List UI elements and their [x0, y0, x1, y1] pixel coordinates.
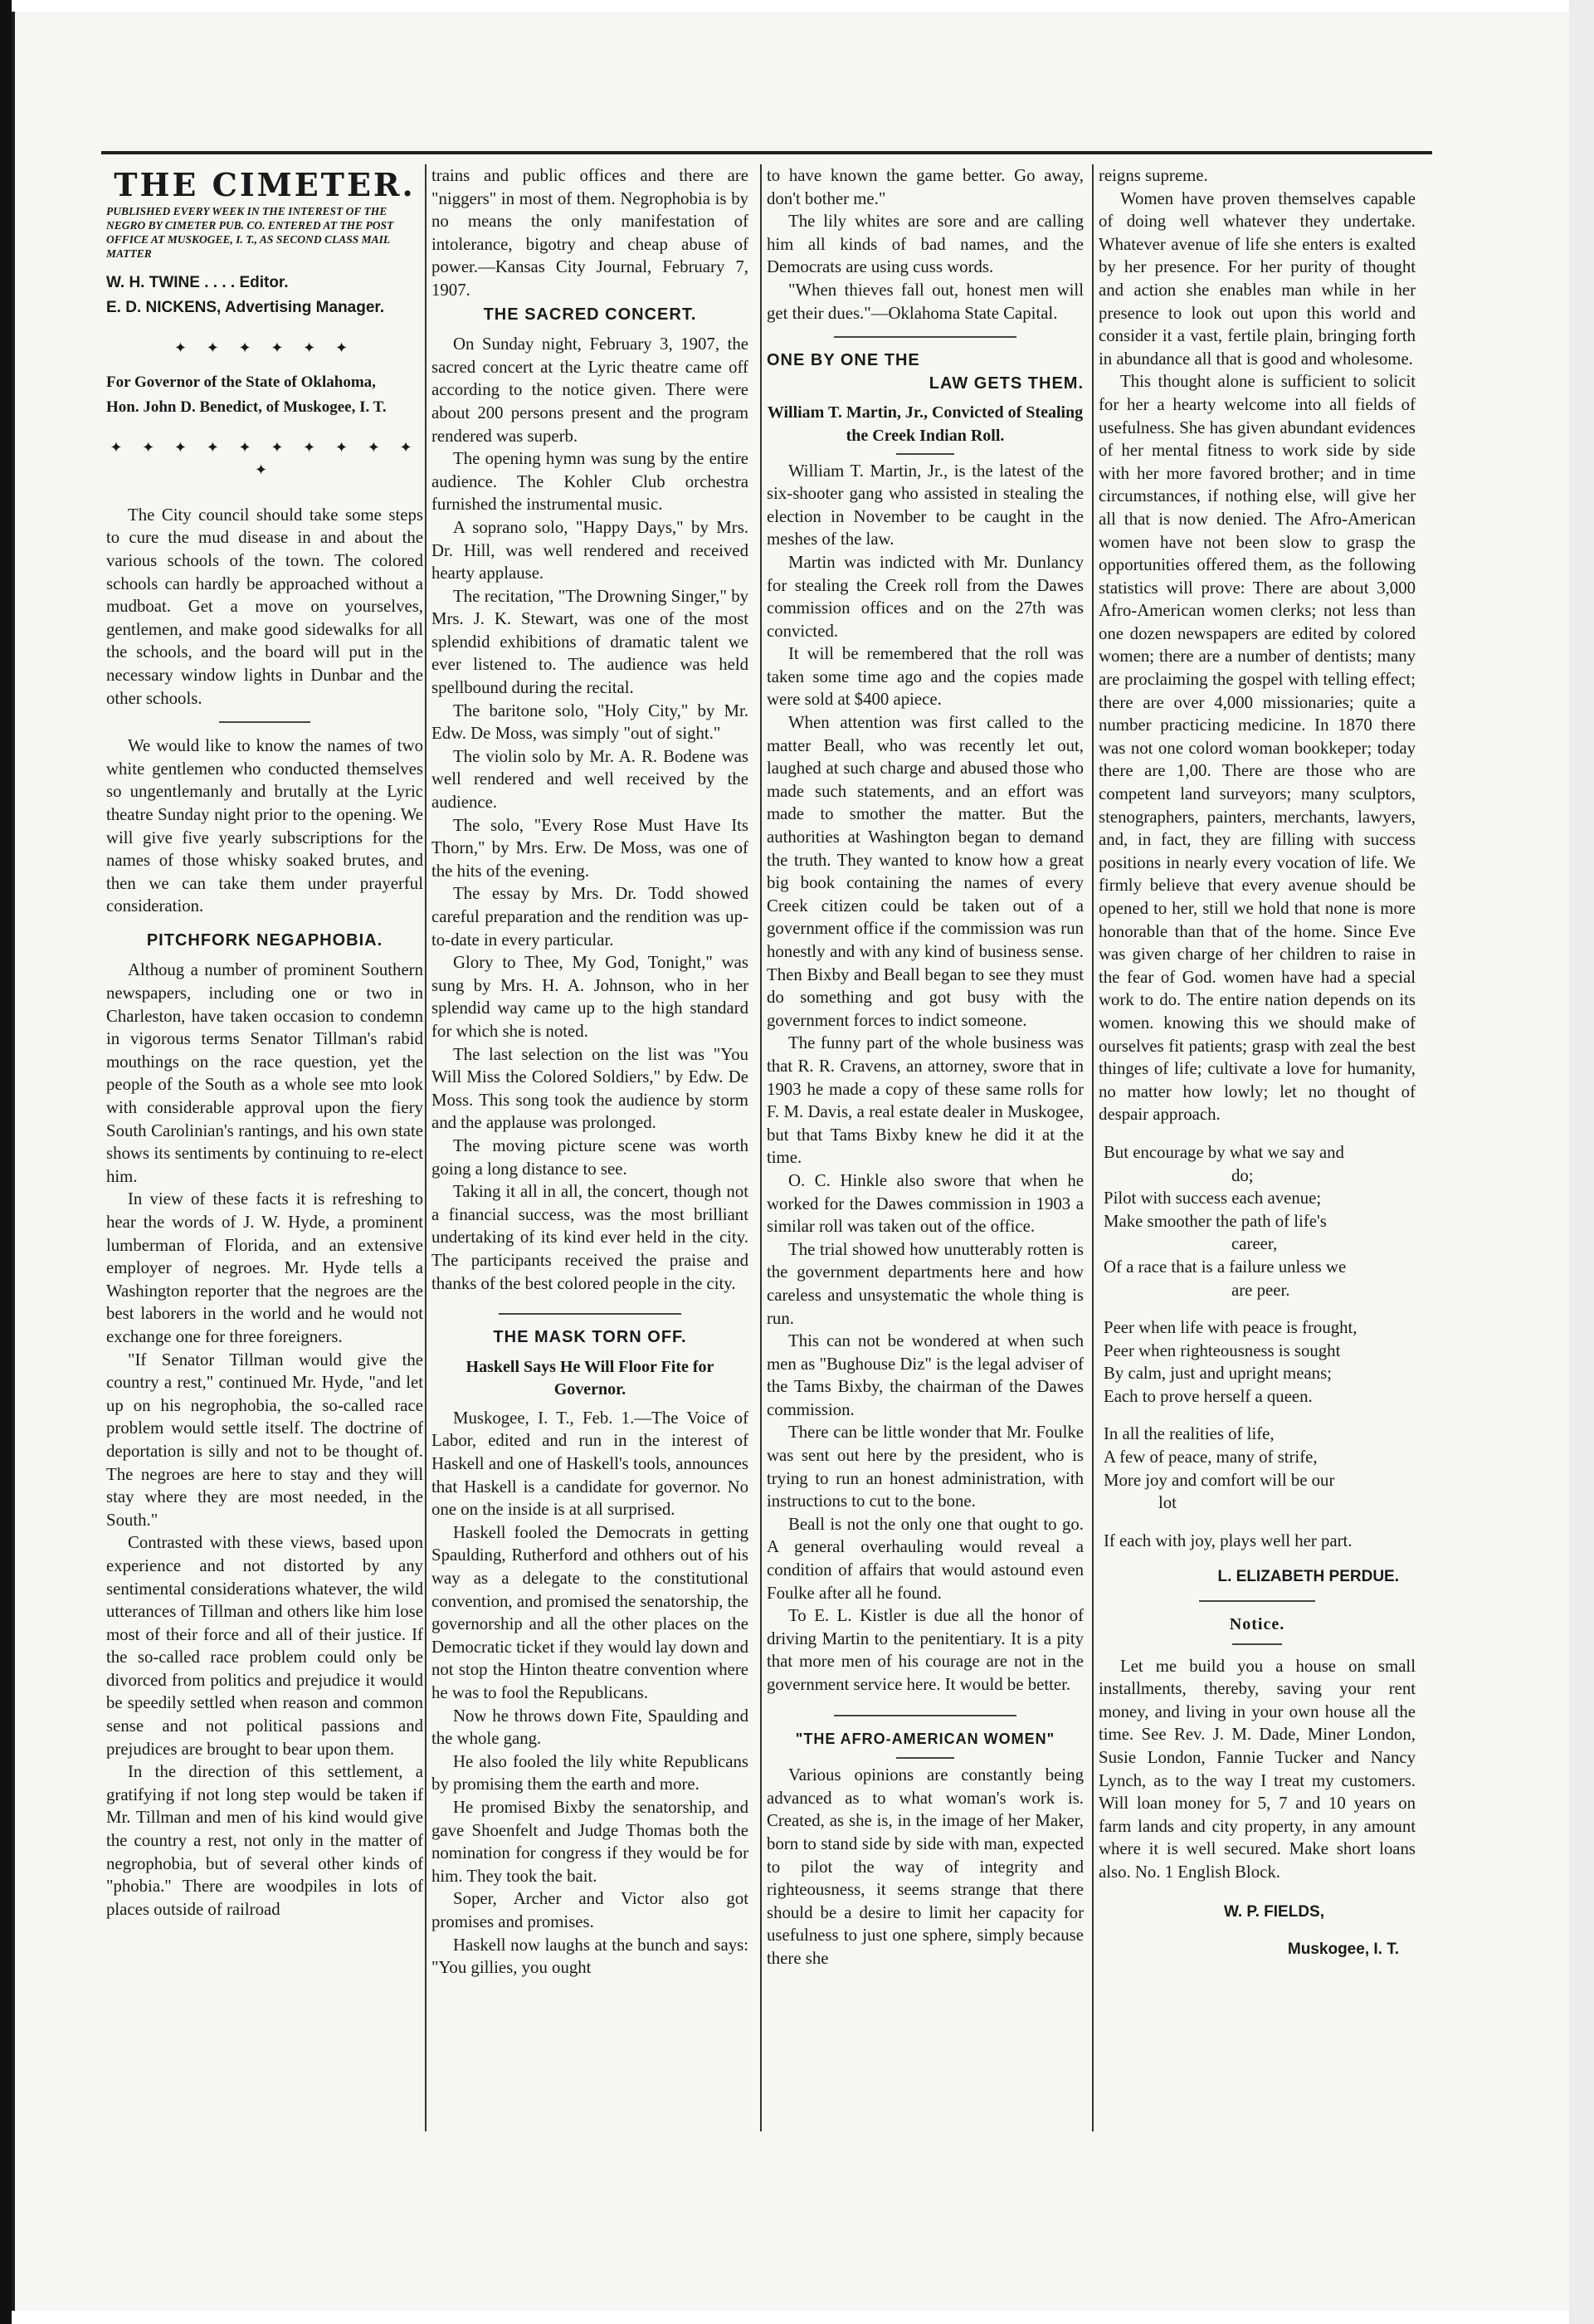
paragraph: Haskell fooled the Democrats in getting Spaulding, Rutherford and othhers out of his way as a delegate to the constitutional convention, and promised the senatorship, the governorship and all the other places on the Democratic ticket if they would lay down and not stop the Hinton theatre convention where he was to fool the Republicans. — [431, 1522, 748, 1702]
paragraph: When attention was first called to the matter Beall, who was recently let out, laughed at such charge and abused those who made such statements, and an effort was made to smother the matter. But the authorities at Washington began to demand the truth. They wanted to know how a great big book containing the names of every Creek citizen could be taken out of a government office if the commission was run honestly and with any kind of business sense. Then Bixby and Beall began to see they must do something and got busy with the government forces to indict someone. — [767, 713, 1084, 1030]
headline: Notice. — [1229, 1615, 1285, 1634]
divider — [1199, 1600, 1315, 1602]
divider — [1232, 1643, 1282, 1645]
paragraph: The lily whites are sore and are calling him all kinds of bad names, and the Democrats are using cuss words. — [767, 212, 1084, 277]
divider — [896, 453, 954, 455]
paragraph: We would like to know the names of two white gentlemen who conducted themselves so ungentlemanly and brutally at the Lyric theatre Sunday night prior to the opening. We will give five yearly subscriptions for the names of those whisky soaked brutes, and then we can take them under prayerful consideration. — [106, 736, 423, 916]
paragraph: O. C. Hinkle also swore that when he worked for the Dawes commission in 1903 a similar roll was taken out of the office. — [767, 1170, 1084, 1237]
paragraph: On Sunday night, February 3, 1907, the sacred concert at the Lyric theatre came off according to the notice given. There were about 200 persons present and the program rendered was superb. — [431, 334, 748, 446]
paragraph: The essay by Mrs. Dr. Todd showed careful preparation and the rendition was up-to-date in every particular. — [431, 884, 748, 950]
divider — [219, 721, 310, 723]
paragraph: The opening hymn was sung by the entire audience. The Kohler Club orchestra furnished the instrumental music. — [431, 449, 748, 515]
ad-manager-line: E. D. NICKENS, Advertising Manager. — [106, 299, 385, 316]
poem-line: career, — [1231, 1234, 1278, 1254]
paragraph: Various opinions are constantly being advanced as to what woman's work is. Created, as she is, in the image of her Maker, born to stand side by side with man, expected to pilot the way of integrity and righteousness, it seems strange that there should be a desire to limit her capacity for usefulness to just one sphere, simply because there she — [767, 1765, 1084, 1968]
poem-stanza — [1099, 1423, 1416, 1514]
paragraph: He also fooled the lily white Republicans by promising them the earth and more. — [431, 1751, 748, 1794]
headline — [767, 349, 1084, 395]
subheadline: William T. Martin, Jr., Convicted of Stealing the Creek Indian Roll. — [767, 403, 1084, 445]
top-rule — [101, 151, 1432, 154]
masthead: THE CIMETER. — [114, 166, 416, 203]
paragraph: In the direction of this settlement, a gratifying if not long step would be taken if Mr. Tillman and men of his kind would give the country a rest, not only in the matter of negrophobia, but of several other kinds of "phobia." There are woodpiles in lots of places outside of railroad — [106, 1762, 423, 1919]
editor-line: W. H. TWINE . . . . Editor. — [106, 274, 289, 291]
author-signature: L. ELIZABETH PERDUE. — [1217, 1568, 1399, 1586]
paragraph: Contrasted with these views, based upon experience and not distorted by any sentimental considerations whatever, the wild utterances of Tillman and others like him lose most of their force and all of their justice. If the so-called race problem could only be divorced from politics and prejudice it would be speedily settled when reason and common sense and not political passions and prejudices are brought to bear upon them. — [106, 1533, 423, 1759]
paragraph: A soprano solo, "Happy Days," by Mrs. Dr. Hill, was well rendered and received hearty applause. — [431, 517, 748, 583]
governor-endorsement — [106, 370, 423, 420]
column-rule — [760, 164, 762, 2131]
poem-stanza — [1099, 1530, 1416, 1553]
column-3 — [767, 164, 1084, 2190]
poem-line: In all the realities of life, — [1104, 1424, 1275, 1444]
divider — [499, 1313, 681, 1315]
paragraph: "If Senator Tillman would give the country a rest," continued Mr. Hyde, "and let up on his negrophobia, the so-called race problem would settle itself. The doctrine of deportation is silly and not to be thought of. The negroes are here to stay and they will stay where they are most needed, in the South." — [106, 1350, 423, 1530]
poem-line: Peer when life with peace is frought, — [1104, 1318, 1358, 1338]
paragraph: This thought alone is sufficient to solicit for her a hearty welcome into all fields of usefulness. She has given abundant evidences of her mental fitness to work side by side with her more favored brother; and in time circumstances, if nothing else, will give her all that is now denied. The Afro-American women have not been slow to grasp the opportunities offered them, as the following statistics will prove: There are about 3,000 Afro-American women clerks; not less than one dozen newspapers are edited by colored women; there are a number of dentists; many are proclaiming the gospel with telling effect; there are over 4,000 missionaries; quite a number practicing medicine. In 1870 there was not one colord woman bookkeper; today there are 1,00. There are those who are competent land surveyors; many sculptors, stenographers, painters, merchants, lawyers, and, in fact, they are filling with success positions in nearly every vocation of life. We firmly believe that every avenue should be opened to her, still we hold that none is more honorable than that of the home. Since Eve was given charge of her children to raise in the fear of God. women have had a special work to do. The entire nation depends on its women. knowing this we should make of ourselves fit patients; grasp with zeal the best thinges of life; cultivate a love for humanity, no matter how lowly; let no thought of despair approach. — [1099, 372, 1416, 1125]
paragraph: This can not be wondered at when such men as "Bughouse Diz" is the legal adviser of the Tams Bixby, the chairman of the Dawes commission. — [767, 1331, 1084, 1419]
headline: "THE AFRO-AMERICAN WOMEN" — [795, 1730, 1055, 1747]
headline: THE SACRED CONCERT. — [483, 305, 697, 324]
paragraph: The last selection on the list was "You Will Miss the Colored Soldiers," by Edw. De Moss. This song took the audience by storm and the applause was prolonged. — [431, 1044, 748, 1133]
paragraph: Martin was indicted with Mr. Dunlancy for stealing the Creek roll from the Dawes commission offices and on the 27th was convicted. — [767, 552, 1084, 641]
advertiser-signature: W. P. FIELDS, — [1223, 1902, 1324, 1921]
poem-line: lot — [1158, 1493, 1177, 1513]
column-rule — [1092, 164, 1094, 2131]
poem-line: Pilot with success each avenue; — [1104, 1189, 1322, 1208]
advertiser-location: Muskogee, I. T. — [1287, 1941, 1399, 1959]
paragraph: trains and public offices and there are "niggers" in most of them. Negrophobia is by no means the only manifestation of intolerance, bigotry and cheap abuse of power.—Kansas City Journal, February 7, 1907. — [431, 166, 748, 300]
paragraph: There can be little wonder that Mr. Foulke was sent out here by the president, who is trying to run an honest administration, with instructions to cut to the bone. — [767, 1423, 1084, 1511]
paragraph: The baritone solo, "Holy City," by Mr. Edw. De Moss, was simply "out of sight." — [431, 701, 748, 744]
divider — [834, 1715, 1016, 1716]
poem-line: Of a race that is a failure unless we — [1104, 1257, 1347, 1277]
endorsement-name: Hon. John D. Benedict, of Muskogee, I. T. — [106, 398, 387, 416]
paragraph: He promised Bixby the senatorship, and gave Shoenfelt and Judge Thomas both the nomination for congress if they would be for him. They took the bait. — [431, 1797, 748, 1886]
headline-line-1: ONE BY ONE THE — [767, 351, 920, 370]
paragraph: to have known the game better. Go away, don't bother me." — [767, 166, 1084, 208]
poem-line: do; — [1231, 1165, 1254, 1185]
scan-left-margin — [0, 0, 12, 2324]
column-1 — [106, 164, 423, 2190]
paragraph: Taking it all in all, the concert, though not a financial success, was the most brilliant undertaking of its kind ever held in the city. The participants received the praise and thanks of the best colored people in the city. — [431, 1182, 748, 1293]
scan-right-edge — [1569, 0, 1594, 2324]
paragraph: The funny part of the whole business was that R. R. Cravens, an attorney, swore that in 1903 he made a copy of these same rolls for F. M. Davis, a real estate dealer in Muskogee, but that Tams Bixby knew he did it at the time. — [767, 1033, 1084, 1168]
headline: THE MASK TORN OFF. — [493, 1328, 687, 1347]
column-rule — [425, 164, 427, 2131]
paragraph: Althoug a number of prominent Southern newspapers, including one or two in Charleston, have taken occasion to condemn in vigorous terms Senator Tillman's rabid mouthings on the race question, yet the people of the South as a whole see mto look with considerable approval upon the fiery South Carolinian's rantings, and his own state shows its sentiments by continuing to re-elect him. — [106, 960, 423, 1186]
paragraph: To E. L. Kistler is due all the honor of driving Martin to the penitentiary. It is a pity that more men of his courage are not in the government service here. It would be better. — [767, 1606, 1084, 1694]
poem-line: are peer. — [1231, 1280, 1290, 1300]
paragraph: The violin solo by Mr. A. R. Bodene was well rendered and well received by the audience. — [431, 746, 748, 813]
paragraph: Muskogee, I. T., Feb. 1.—The Voice of Labor, edited and run in the interest of Haskell and one of Haskell's tools, announces that Haskell is a candidate for governor. No one on the inside is at all surprised. — [431, 1408, 748, 1520]
column-4 — [1099, 164, 1416, 2190]
star-divider: ✦ ✦ ✦ ✦ ✦ ✦ — [173, 339, 356, 357]
column-2 — [431, 164, 748, 2190]
paragraph: In view of these facts it is refreshing to hear the words of J. W. Hyde, a prominent lumberman of Florida, and an extensive employer of negroes. Mr. Hyde tells a Washington reporter that the negroes are the best laborers in the world and he would not exchange one for three foreigners. — [106, 1189, 423, 1346]
paragraph: The trial showed how unutterably rotten is the government departments here and how careless and unsystematic the whole thing is run. — [767, 1239, 1084, 1328]
endorsement-line: For Governor of the State of Oklahoma, — [106, 373, 376, 391]
paragraph: Women have proven themselves capable of doing well whatever they undertake. Whatever avenue of life she enters is exalted by her presence. For her purity of thought and action she enables man while in her presence to look out upon this world and consider it a vast, fertile plain, bringing forth in abundance all that is good and wholesome. — [1099, 188, 1416, 369]
paragraph: Glory to Thee, My God, Tonight," was sung by Mrs. H. A. Johnson, who in her splendid way came up to the high standard for which she is noted. — [431, 953, 748, 1041]
paragraph: Haskell now laughs at the bunch and says: "You gillies, you ought — [431, 1935, 748, 1978]
poem-line: More joy and comfort will be our — [1104, 1470, 1335, 1490]
paragraph: The solo, "Every Rose Must Have Its Thorn," by Mrs. Erw. De Moss, was one of the hits of the evening. — [431, 815, 748, 881]
poem-stanza — [1099, 1141, 1416, 1301]
paragraph: The moving picture scene was worth going a long distance to see. — [431, 1135, 748, 1179]
poem-line: Each to prove herself a queen. — [1104, 1386, 1313, 1406]
paragraph: The recitation, "The Drowning Singer," by Mrs. J. K. Stewart, was one of the most splendid exhibitions of dramatic talent we ever listened to. The audience was held spellbound during the recital. — [431, 586, 748, 698]
poem-stanza — [1099, 1316, 1416, 1408]
poem-line: A few of peace, many of strife, — [1104, 1448, 1318, 1467]
headline-line-2: LAW GETS THEM. — [929, 374, 1084, 393]
poem-line: But encourage by what we say and — [1104, 1142, 1344, 1162]
staff-box — [106, 271, 423, 320]
poem-line: Peer when righteousness is sought — [1104, 1340, 1341, 1360]
paragraph: Let me build you a house on small installments, thereby, saving your rent money, and living in your own house all the time. See Rev. J. M. Dade, Miner London, Susie London, Fannie Tucker and Nancy Lynch, as to the way I treat my customers. Will loan money for 5, 7 and 10 years on farm lands and city property, in any amount where it is well secured. Make short loans also. No. 1 English Block. — [1099, 1656, 1416, 1882]
poem-line: Make smoother the path of life's — [1104, 1211, 1327, 1231]
publication-info: PUBLISHED EVERY WEEK IN THE INTEREST OF THE NEGRO BY CIMETER PUB. CO. ENTERED AT THE POST OFFICE AT MUSKOGEE, I. T., AS SECOND CLASS MAIL MATTER — [106, 205, 394, 260]
subheadline: Haskell Says He Will Floor Fite for Governor. — [466, 1357, 714, 1399]
paragraph: reigns supreme. — [1099, 166, 1208, 185]
paragraph: William T. Martin, Jr., is the latest of the six-shooter gang who assisted in stealing the election in November to be caught in the meshes of the law. — [767, 461, 1084, 549]
paragraph: Soper, Archer and Victor also got promises and promises. — [431, 1889, 748, 1931]
divider — [834, 336, 1016, 338]
headline: PITCHFORK NEGAPHOBIA. — [146, 930, 383, 950]
divider — [896, 1757, 954, 1759]
paragraph: Beall is not the only one that ought to go. A general overhauling would reveal a condition of affairs that would astound even Foulke after all he found. — [767, 1514, 1084, 1603]
star-divider: ✦ ✦ ✦ ✦ ✦ ✦ ✦ ✦ ✦ ✦ ✦ — [110, 438, 420, 480]
paragraph: Now he throws down Fite, Spaulding and the whole gang. — [431, 1706, 748, 1749]
paragraph: It will be remembered that the roll was taken some time ago and the copies made were sold at $400 apiece. — [767, 644, 1084, 710]
paragraph: "When thieves fall out, honest men will get their dues."—Oklahoma State Capital. — [767, 280, 1084, 323]
poem-line: If each with joy, plays well her part. — [1104, 1531, 1353, 1550]
poem-line: By calm, just and upright means; — [1104, 1364, 1332, 1384]
paragraph: The City council should take some steps to cure the mud disease in and about the various schools of the town. The colored schools can hardly be approached without a mudboat. Get a move on yourselves, gentlemen, and make good sidewalks for all the schools, and the board will put in the necessary window lights in Dunbar and the other schools. — [106, 505, 423, 708]
